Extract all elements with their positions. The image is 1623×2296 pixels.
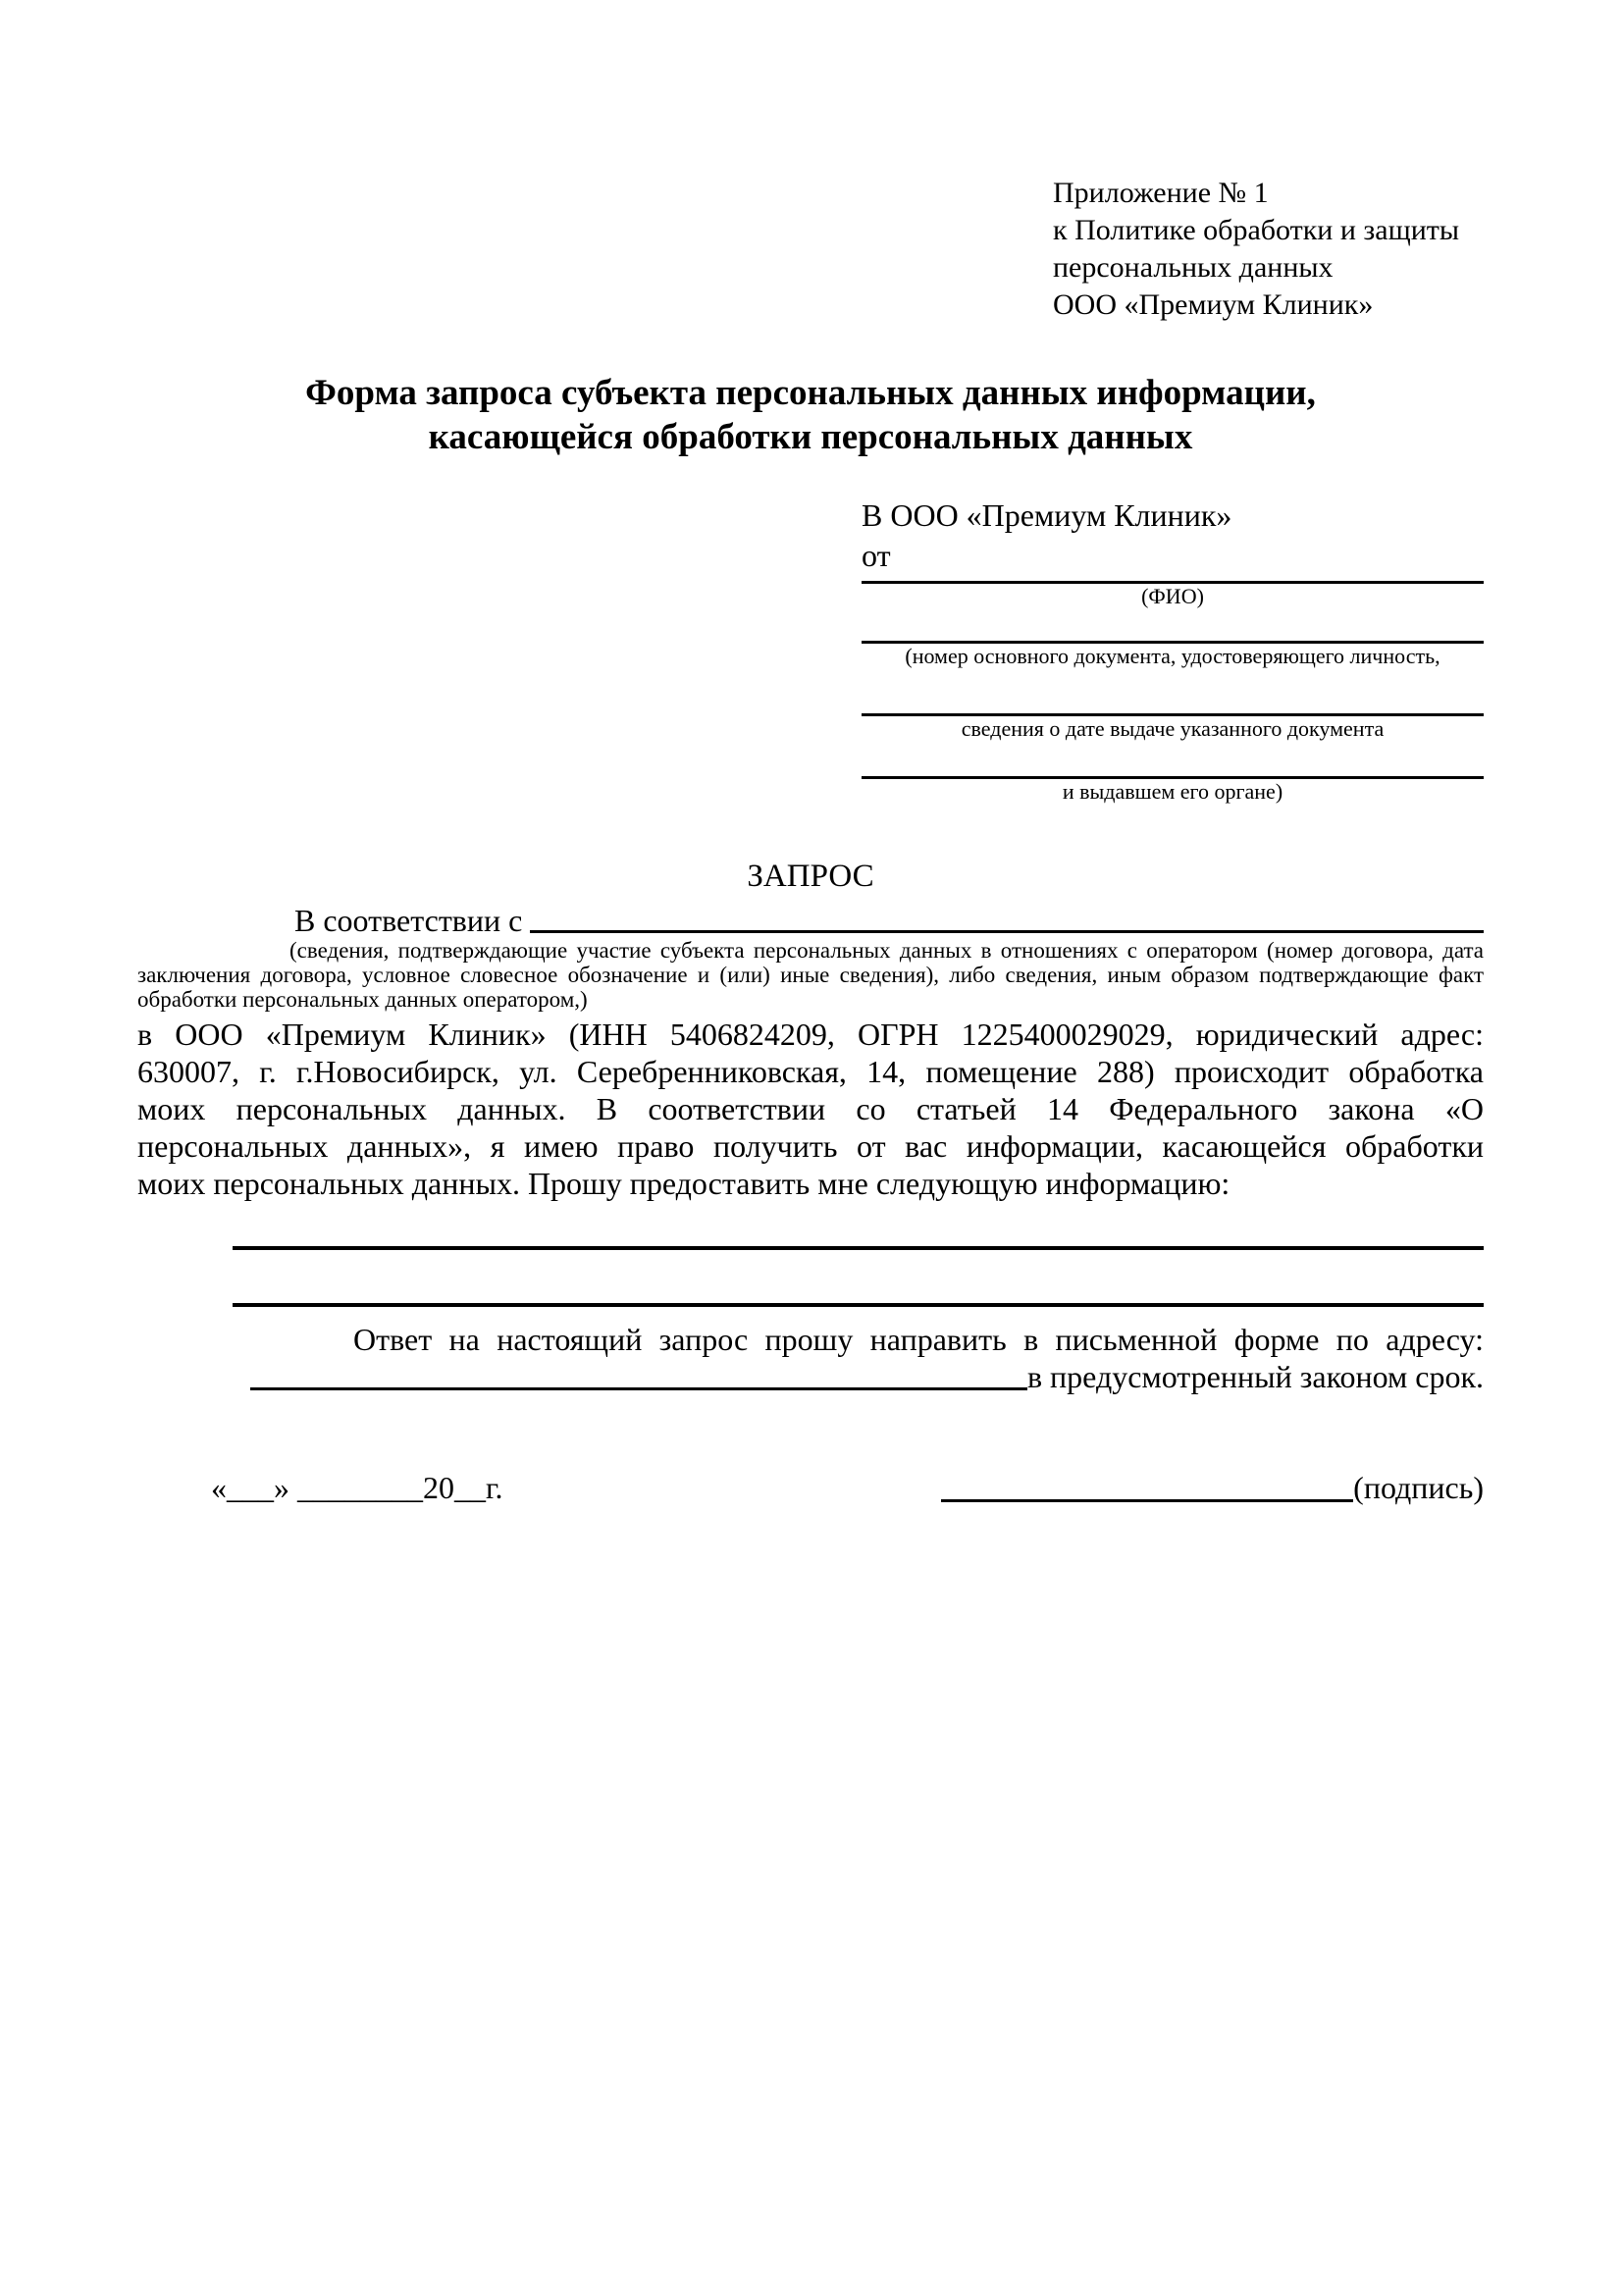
request-heading: ЗАПРОС <box>747 859 874 894</box>
body-paragraph-line: в ООО «Премиум Клиник» (ИНН 5406824209, ОГРН 1225400029029, юридический адрес: <box>137 1017 1484 1052</box>
reply-address-row <box>250 1358 1484 1395</box>
addressee-to: В ООО «Премиум Клиник» <box>862 497 1232 533</box>
blank-line-fio <box>862 575 1484 584</box>
smallprint-note-line: заключения договора, условное словесное обозначение и (или) иные сведения), либо сведения, иным образом подтверждающие факт <box>137 963 1484 987</box>
blank-line-address <box>250 1358 1027 1390</box>
blank-line-basis <box>530 903 1484 933</box>
field-caption-document-number: (номер основного документа, удостоверяющего личность, <box>905 644 1440 668</box>
field-caption-fio: (ФИО) <box>1141 584 1204 608</box>
document-title-line: касающейся обработки персональных данных <box>428 417 1193 457</box>
addressee-from-label: от <box>862 538 891 573</box>
request-intro-prefix: В соответствии с <box>294 903 523 938</box>
appendix-header-line: ООО «Премиум Клиник» <box>1053 288 1374 321</box>
document-title <box>137 371 1484 459</box>
blank-line-information-2 <box>233 1250 1484 1307</box>
signature-caption: (подпись) <box>1353 1470 1484 1505</box>
reply-term-suffix: в предусмотренный законом срок. <box>1026 1359 1484 1394</box>
body-paragraph-line: 630007, г. г.Новосибирск, ул. Серебренниковская, 14, помещение 288) происходит обработка <box>137 1054 1484 1089</box>
field-caption-issue-date: сведения о дате выдаче указанного документа <box>961 716 1385 741</box>
appendix-header-line: к Политике обработки и защиты <box>1053 214 1460 246</box>
smallprint-note-line: (сведения, подтверждающие участие субъекта персональных данных в отношениях с оператором (номер договора, дата <box>289 938 1484 963</box>
blank-line-issue-date <box>862 669 1484 716</box>
date-signature-row <box>211 1468 1484 1507</box>
appendix-header <box>1053 175 1623 324</box>
reply-paragraph: Ответ на настоящий запрос прошу направить в письменной форме по адресу: <box>353 1322 1484 1357</box>
blank-line-document-number <box>862 609 1484 644</box>
request-intro <box>294 903 1484 938</box>
appendix-header-line: Приложение № 1 <box>1053 177 1269 209</box>
signature-group <box>941 1468 1484 1507</box>
body-paragraph-line: персональных данных», я имею право получить от вас информации, касающейся обработки <box>137 1128 1484 1164</box>
blank-line-issuing-authority <box>862 742 1484 779</box>
body-paragraph <box>137 1016 1484 1202</box>
date-blank: «___» ________20__г. <box>211 1470 503 1505</box>
field-caption-issuing-authority: и выдавшем его органе) <box>1062 779 1283 804</box>
appendix-header-line: персональных данных <box>1053 251 1334 284</box>
smallprint-note <box>137 938 1484 1012</box>
body-paragraph-line: моих персональных данных. Прошу предоставить мне следующую информацию: <box>137 1166 1230 1201</box>
blank-line-information-1 <box>233 1202 1484 1250</box>
document-title-line: Форма запроса субъекта персональных данных информации, <box>305 373 1316 413</box>
addressee-block <box>862 495 1484 805</box>
body-paragraph-line: моих персональных данных. В соответствии со статьей 14 Федерального закона «О <box>137 1091 1484 1126</box>
smallprint-note-line: обработки персональных данных оператором,) <box>137 987 588 1012</box>
signature-line <box>941 1470 1353 1502</box>
